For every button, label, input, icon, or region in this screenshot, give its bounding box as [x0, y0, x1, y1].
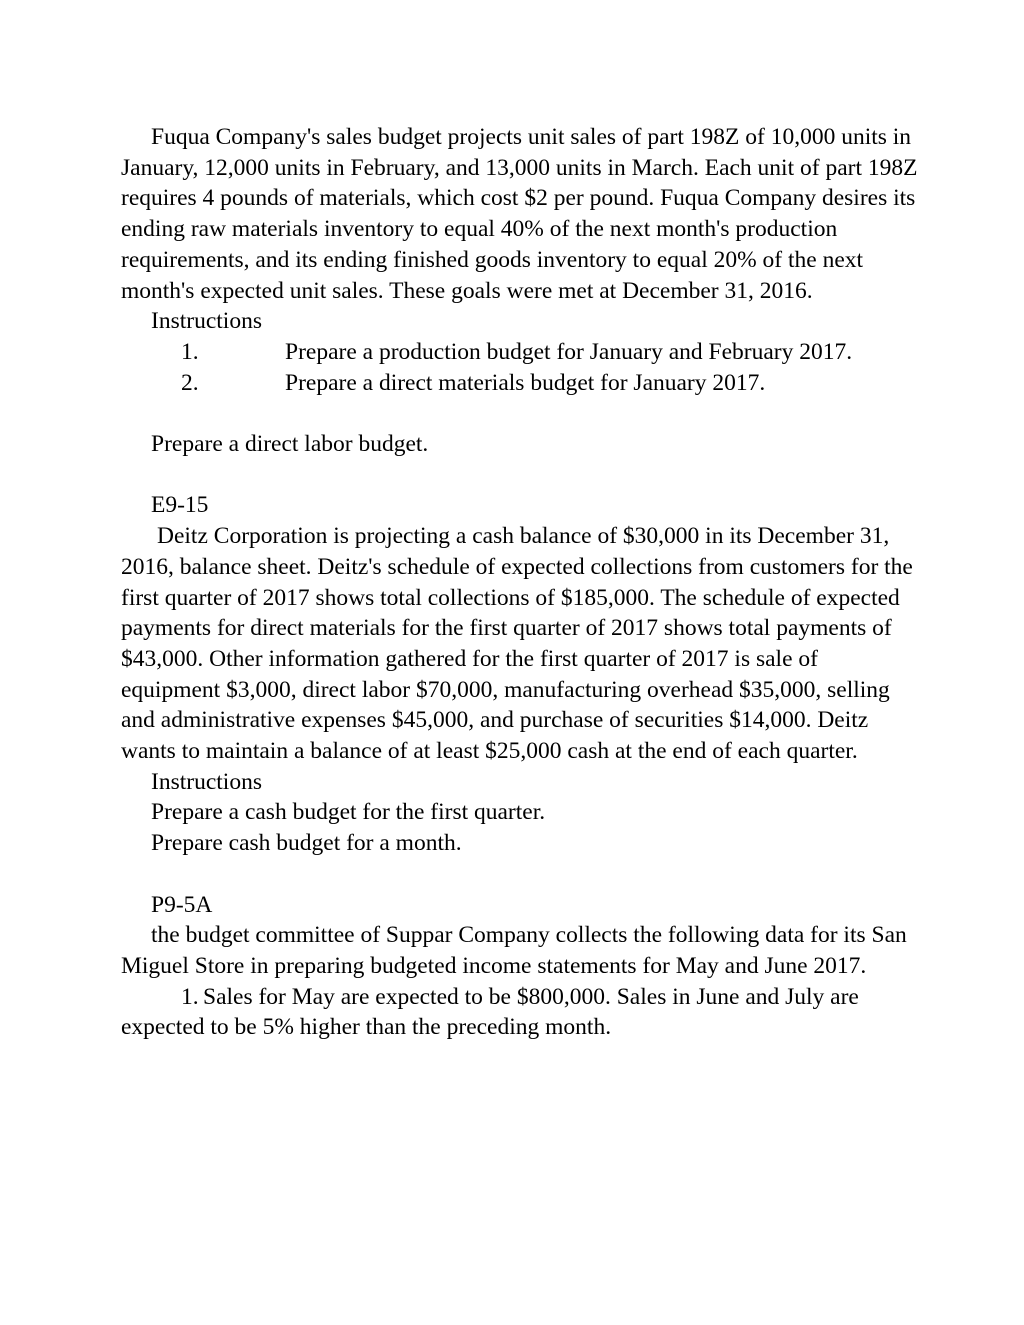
p9-5a-item-1: [121, 982, 921, 1043]
e9-15-paragraph: Deitz Corporation is projecting a cash balance of $30,000 in its December 31, 2016, balance sheet. Deitz's schedule of expected collections from customers for the first quarter of 2017 shows total collections of $185,000. The schedule of expected payments for direct materials for the first quarter of 2017 shows total payments of $43,000. Other information gathered for the first quarter of 2017 is sale of equipment $3,000, direct labor $70,000, manufacturing overhead $35,000, selling and administrative expenses $45,000, and purchase of securities $14,000. Deitz wants to maintain a balance of at least $25,000 cash at the end of each quarter.: [121, 523, 913, 765]
item-text: Prepare a production budget for January and February 2017.: [285, 338, 853, 365]
e9-15-instructions-heading: Instructions: [151, 768, 262, 795]
e9-15-instruction-1: Prepare a cash budget for the first quarter.: [151, 799, 546, 826]
instruction-item-2: [121, 368, 921, 399]
instructions-heading: Instructions: [151, 308, 262, 335]
p9-5a-paragraph: the budget committee of Suppar Company collects the following data for its San Miguel Store in preparing budgeted income statements for May and June 2017.: [121, 922, 907, 979]
p9-5a-heading: P9-5A: [151, 891, 213, 918]
document-page: [121, 122, 921, 1043]
item-text: Prepare a direct materials budget for January 2017.: [285, 369, 766, 396]
instruction-item-1: [121, 337, 921, 368]
item-number: 1.: [181, 983, 199, 1010]
direct-labor-instruction: Prepare a direct labor budget.: [151, 431, 429, 458]
e9-15-heading: E9-15: [151, 492, 209, 519]
item-number: 2.: [181, 369, 199, 396]
item-text: Sales for May are expected to be $800,000. Sales in June and July are expected to be 5% higher than the preceding month.: [121, 983, 859, 1041]
e9-15-instruction-2: Prepare cash budget for a month.: [151, 830, 462, 857]
item-number: 1.: [181, 338, 199, 365]
intro-paragraph: Fuqua Company's sales budget projects unit sales of part 198Z of 10,000 units in January, 12,000 units in February, and 13,000 units in March. Each unit of part 198Z requires 4 pounds of materials, which cost $2 per pound. Fuqua Company desires its ending raw materials inventory to equal 40% of the next month's production requirements, and its ending finished goods inventory to equal 20% of the next month's expected unit sales. These goals were met at December 31, 2016.: [121, 124, 918, 304]
